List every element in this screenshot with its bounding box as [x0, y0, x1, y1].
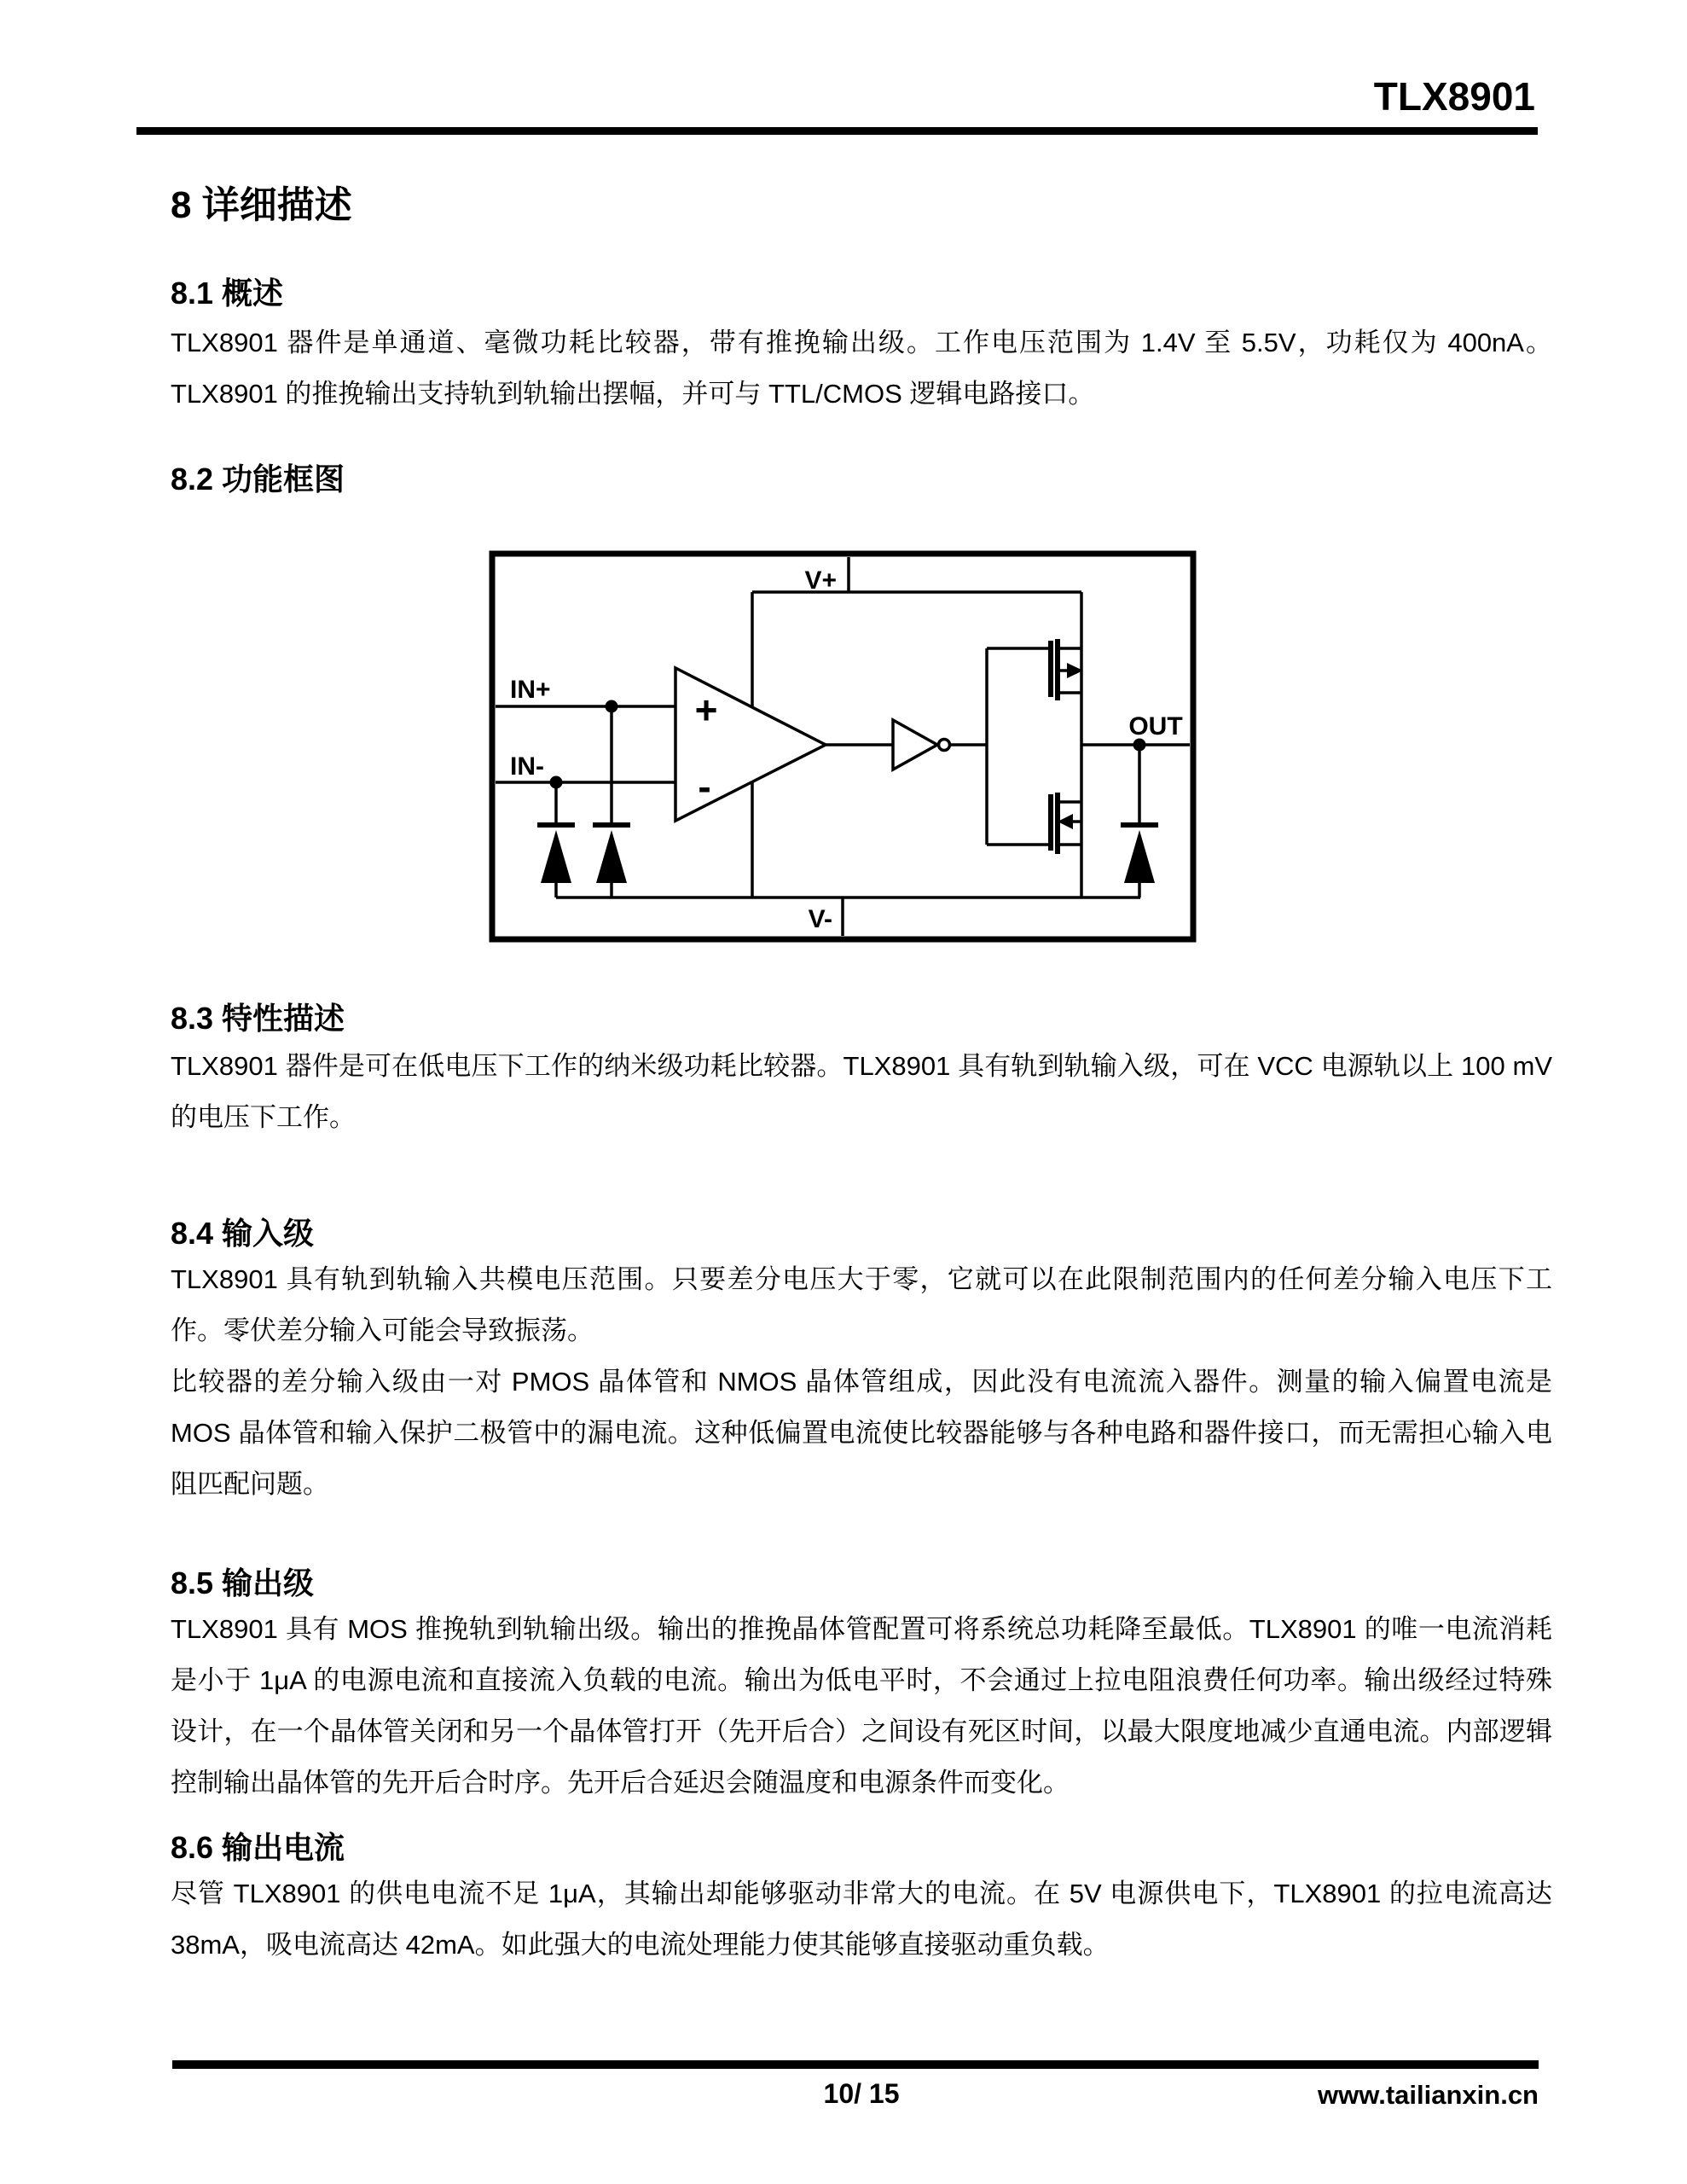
footer-rule: [172, 2060, 1539, 2069]
in-minus-diode: [541, 830, 571, 883]
section-8-3-paragraph: TLX8901 器件是可在低电压下工作的纳米级功耗比较器。TLX8901 具有轨到轨输入级，可在 VCC 电源轨以上 100 mV 的电压下工作。: [171, 1051, 1552, 1132]
out-diode: [1124, 830, 1155, 883]
section-8-5-heading: 8.5 输出级: [171, 1565, 315, 1600]
page-number: 10/ 15: [823, 2078, 900, 2109]
comparator-plus-sign: +: [694, 688, 718, 732]
vplus-label: V+: [804, 566, 837, 595]
header-rule: [136, 127, 1538, 135]
vminus-label: V-: [808, 905, 832, 933]
section-8-3-heading: 8.3 特性描述: [171, 1001, 345, 1036]
section-8-1-heading: 8.1 概述: [171, 276, 284, 311]
section-8-4-paragraphs: [171, 1254, 1552, 1510]
section-8-4-paragraph-2: 比较器的差分输入级由一对 PMOS 晶体管和 NMOS 晶体管组成，因此没有电流流入器件。测量的输入偏置电流是 MOS 晶体管和输入保护二极管中的漏电流。这种低偏置电流使比较器能够与各种电路和器件接口，而无需担心输入电阻匹配问题。: [171, 1367, 1552, 1499]
out-label: OUT: [1128, 712, 1183, 741]
in-plus-label: IN+: [510, 676, 551, 704]
document-title: TLX8901: [1373, 74, 1535, 119]
in-minus-label: IN-: [510, 752, 544, 781]
section-8-4-paragraph-1: TLX8901 具有轨到轨输入共模电压范围。只要差分电压大于零，它就可以在此限制范围内的任何差分输入电压下工作。零伏差分输入可能会导致振荡。: [171, 1264, 1552, 1345]
functional-block-diagram: [489, 550, 1197, 943]
section-8-2-heading: 8.2 功能框图: [171, 462, 345, 497]
inverter-bubble: [939, 740, 950, 751]
section-8-6-heading: 8.6 输出电流: [171, 1830, 345, 1865]
section-8-4-heading: 8.4 输入级: [171, 1216, 315, 1251]
in-plus-diode: [596, 830, 627, 883]
website-url: www.tailianxin.cn: [1318, 2080, 1539, 2110]
section-8-6-paragraph: 尽管 TLX8901 的供电电流不足 1μA，其输出却能够驱动非常大的电流。在 5V 电源供电下，TLX8901 的拉电流高达 38mA，吸电流高达 42mA。如此强大的电流处理能力使其能够直接驱动重负载。: [171, 1879, 1552, 1960]
section-8-5-paragraph: TLX8901 具有 MOS 推挽轨到轨输出级。输出的推挽晶体管配置可将系统总功耗降至最低。TLX8901 的唯一电流消耗是小于 1μA 的电源电流和直接流入负载的电流。输出为低电平时，不会通过上拉电阻浪费任何功率。输出级经过特殊设计，在一个晶体管关闭和另一个晶体管打开（先开后合）之间设有死区时间，以最大限度地减少直通电流。内部逻辑控制输出晶体管的先开后合时序。先开后合延迟会随温度和电源条件而变化。: [171, 1614, 1552, 1798]
inverter-triangle: [893, 720, 937, 770]
section-8-1-paragraph: TLX8901 器件是单通道、毫微功耗比较器，带有推挽输出级。工作电压范围为 1.4V 至 5.5V，功耗仅为 400nA。TLX8901 的推挽输出支持轨到轨输出摆幅，并可与 TTL/CMOS 逻辑电路接口。: [171, 328, 1552, 409]
section-8-heading: 8 详细描述: [171, 184, 352, 226]
comparator-minus-sign: -: [698, 764, 711, 809]
